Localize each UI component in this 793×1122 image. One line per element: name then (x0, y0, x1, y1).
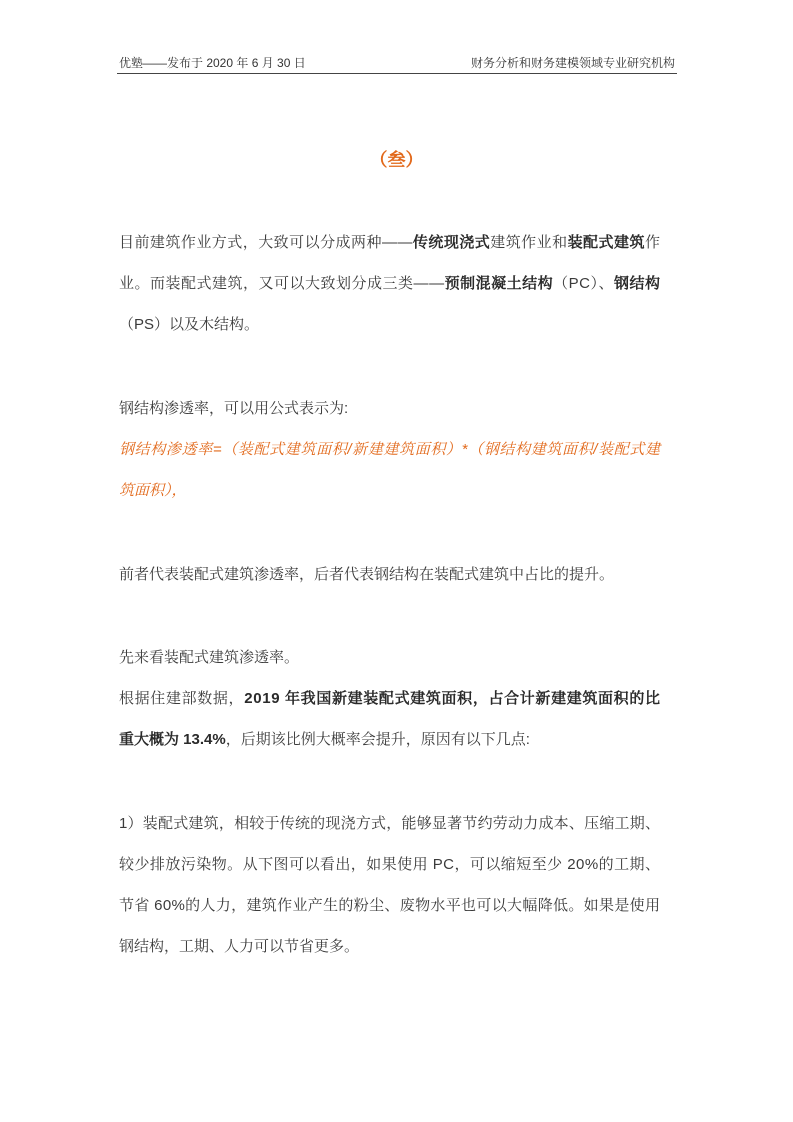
text-segment: 1）装配式建筑，相较于传统的现浇方式，能够显著节约劳动力成本、压缩工期、 (119, 815, 661, 832)
formula-line (119, 429, 661, 470)
text-segment: 较少排放污染物。从下图可以看出，如果使用 PC，可以缩短至少 20%的工期、 (119, 856, 661, 873)
text-segment: 前者代表装配式建筑渗透率，后者代表钢结构在装配式建筑中占比的提升。 (119, 566, 615, 583)
text-segment: 作 (644, 234, 661, 251)
paragraph-line (119, 263, 660, 304)
paragraph-line (119, 926, 359, 967)
text-segment: 目前建筑作业方式，大致可以分成两种—— (119, 234, 413, 251)
paragraph-formula-explanation (119, 554, 664, 595)
paragraph-line (119, 885, 660, 926)
paragraph-formula (119, 388, 664, 511)
text-segment: 建筑作业和 (490, 234, 568, 251)
paragraph-line (119, 554, 614, 595)
header-publish-info: 优塾——发布于 2020 年 6 月 30 日 (119, 56, 306, 70)
paragraph-line (119, 844, 660, 885)
bold-term-precast-concrete: 预制混凝土结构 (444, 275, 554, 292)
paragraph-reason-1 (119, 803, 664, 967)
paragraph-penetration-rate (119, 637, 664, 760)
header-organization-name: 财务分析和财务建模领域专业研究机构 (470, 56, 675, 70)
paragraph-line (119, 637, 299, 678)
text-segment: 先来看装配式建筑渗透率。 (119, 649, 300, 666)
bold-term-steel-structure: 钢结构 (613, 275, 661, 292)
paragraph-line (119, 803, 660, 844)
text-segment: 根据住建部数据， (119, 690, 245, 707)
paragraph-line (119, 719, 530, 760)
header-divider (117, 73, 677, 74)
paragraph-line (119, 678, 661, 719)
text-segment: （PS）以及木结构。 (119, 316, 260, 333)
bold-term-cast-in-place: 传统现浇式 (412, 234, 491, 251)
section-title: （叁） (369, 150, 424, 170)
text-segment: 钢结构渗透率，可以用公式表示为: (119, 400, 349, 417)
text-segment: ，后期该比例大概率会提升，原因有以下几点: (225, 731, 530, 748)
text-segment: 节省 60%的人力，建筑作业产生的粉尘、废物水平也可以大幅降低。如果是使用 (119, 897, 661, 914)
text-segment: 钢结构，工期、人力可以节省更多。 (119, 938, 360, 955)
bold-term-prefabricated: 装配式建筑 (567, 234, 645, 251)
paragraph-line (119, 222, 660, 263)
formula-text: 钢结构渗透率=（装配式建筑面积/新建建筑面积）*（钢结构建筑面积/装配式建 (119, 441, 661, 458)
formula-intro-line (119, 388, 348, 429)
bold-statistic: 2019 年我国新建装配式建筑面积，占合计新建建筑面积的比 (244, 690, 661, 707)
text-segment: 业。而装配式建筑，又可以大致划分成三类—— (119, 275, 445, 292)
text-segment: （PC）、 (553, 275, 614, 292)
formula-text: 筑面积）， (119, 482, 187, 499)
bold-statistic: 重大概为 13.4% (119, 731, 226, 748)
paragraph-line (119, 304, 259, 345)
paragraph-construction-methods (119, 222, 664, 345)
formula-line (119, 470, 187, 511)
